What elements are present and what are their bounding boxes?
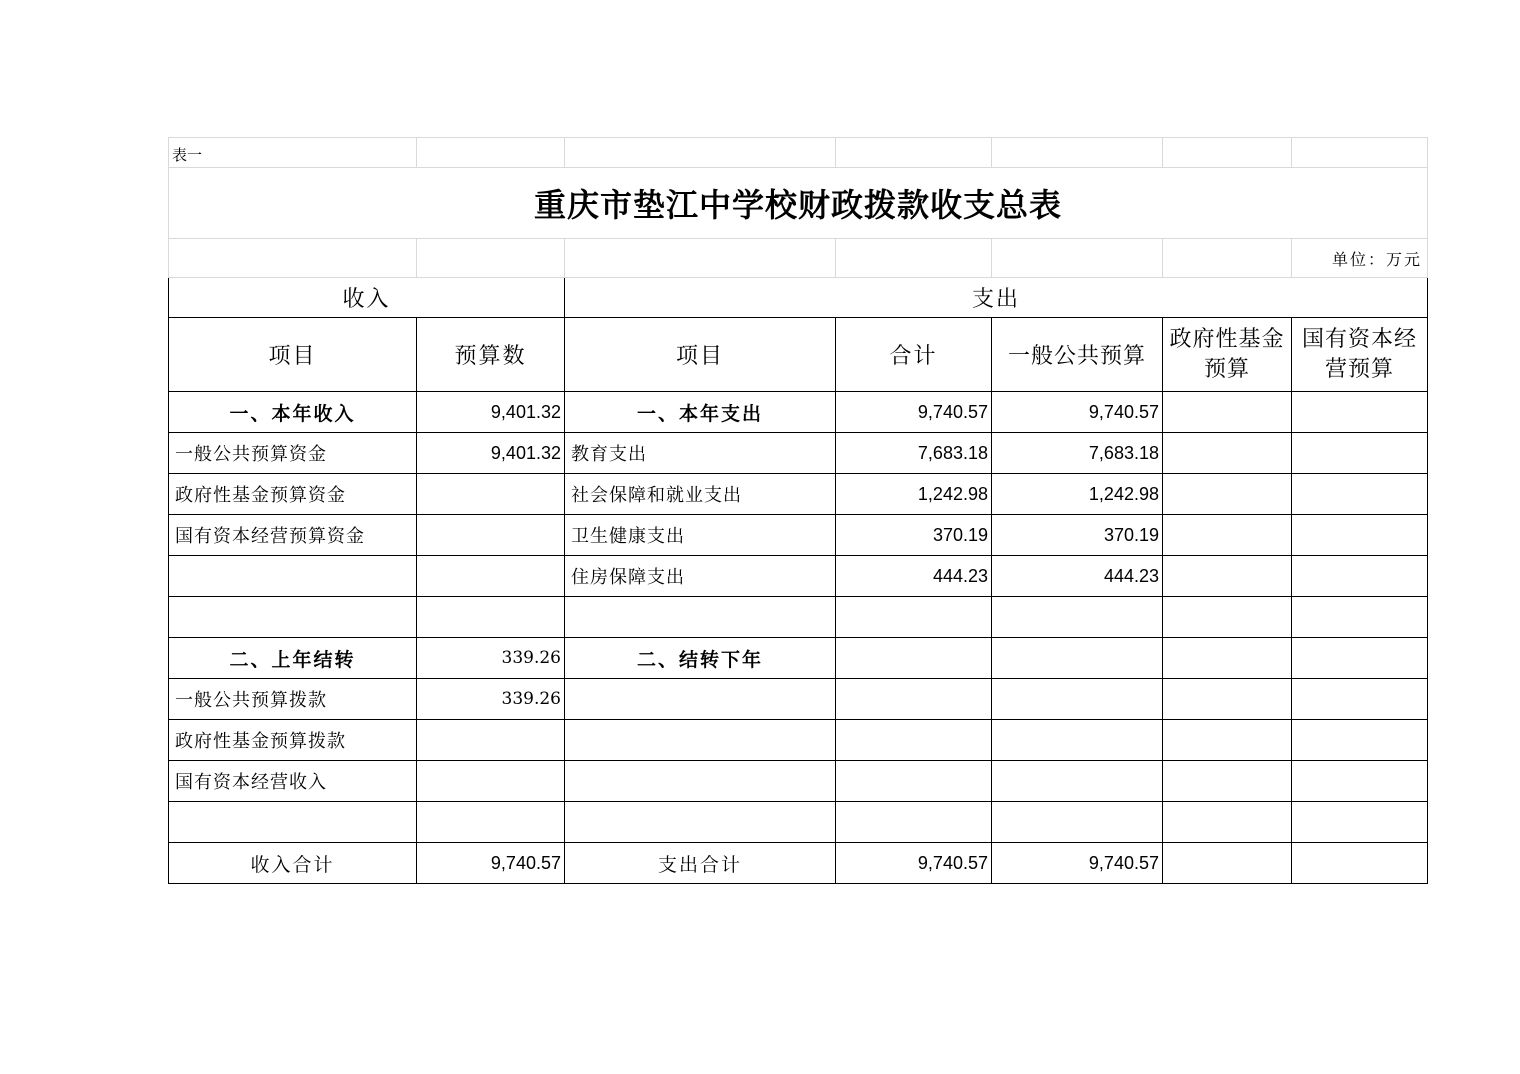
gov-fund-cell [1163, 556, 1292, 597]
income-value-cell [417, 720, 565, 761]
income-item-cell: 二、上年结转 [169, 638, 417, 679]
col-general-budget: 一般公共预算 [992, 318, 1163, 392]
general-budget-cell [992, 638, 1163, 679]
section-header-row [169, 278, 1428, 318]
col-expense-item: 项目 [565, 318, 836, 392]
state-capital-cell [1292, 556, 1428, 597]
income-item-cell: 一般公共预算资金 [169, 433, 417, 474]
income-value-cell [417, 515, 565, 556]
unit-row [169, 239, 1428, 278]
income-item-cell: 收入合计 [169, 843, 417, 884]
expense-item-cell: 住房保障支出 [565, 556, 836, 597]
income-value-cell [417, 802, 565, 843]
table-row [169, 474, 1428, 515]
col-total: 合计 [836, 318, 992, 392]
col-state-capital: 国有资本经营预算 [1292, 318, 1428, 392]
expense-total-cell [836, 761, 992, 802]
state-capital-cell [1292, 679, 1428, 720]
table-number: 表一 [169, 138, 417, 168]
expense-total-cell: 1,242.98 [836, 474, 992, 515]
gov-fund-cell [1163, 597, 1292, 638]
income-item-cell: 国有资本经营预算资金 [169, 515, 417, 556]
table-row [169, 392, 1428, 433]
table-row [169, 556, 1428, 597]
expense-item-cell: 教育支出 [565, 433, 836, 474]
state-capital-cell [1292, 802, 1428, 843]
income-item-cell: 政府性基金预算拨款 [169, 720, 417, 761]
expense-total-cell [836, 802, 992, 843]
gov-fund-cell [1163, 720, 1292, 761]
table-row [169, 802, 1428, 843]
general-budget-cell: 9,740.57 [992, 392, 1163, 433]
col-income-budget: 预算数 [417, 318, 565, 392]
expense-item-cell: 社会保障和就业支出 [565, 474, 836, 515]
expense-item-cell [565, 802, 836, 843]
expense-total-cell [836, 638, 992, 679]
gov-fund-cell [1163, 515, 1292, 556]
expense-item-cell [565, 597, 836, 638]
state-capital-cell [1292, 474, 1428, 515]
general-budget-cell: 7,683.18 [992, 433, 1163, 474]
table-row [169, 638, 1428, 679]
expense-total-cell: 444.23 [836, 556, 992, 597]
state-capital-cell [1292, 720, 1428, 761]
gov-fund-cell [1163, 474, 1292, 515]
data-rows [169, 392, 1428, 884]
state-capital-cell [1292, 433, 1428, 474]
table-row [169, 679, 1428, 720]
table-number-row [169, 138, 1428, 168]
gov-fund-cell [1163, 761, 1292, 802]
col-income-item: 项目 [169, 318, 417, 392]
income-value-cell: 9,401.32 [417, 392, 565, 433]
income-value-cell: 9,740.57 [417, 843, 565, 884]
expense-item-cell: 支出合计 [565, 843, 836, 884]
income-item-cell [169, 597, 417, 638]
table-row [169, 515, 1428, 556]
general-budget-cell [992, 720, 1163, 761]
expense-item-cell: 二、结转下年 [565, 638, 836, 679]
column-header-row [169, 318, 1428, 392]
income-value-cell: 339.26 [417, 638, 565, 679]
income-item-cell: 一般公共预算拨款 [169, 679, 417, 720]
general-budget-cell [992, 761, 1163, 802]
income-item-cell: 政府性基金预算资金 [169, 474, 417, 515]
general-budget-cell [992, 802, 1163, 843]
income-value-cell [417, 597, 565, 638]
state-capital-cell [1292, 392, 1428, 433]
income-header: 收入 [169, 278, 565, 318]
general-budget-cell: 9,740.57 [992, 843, 1163, 884]
gov-fund-cell [1163, 802, 1292, 843]
expense-total-cell: 370.19 [836, 515, 992, 556]
income-item-cell [169, 556, 417, 597]
state-capital-cell [1292, 597, 1428, 638]
income-item-cell [169, 802, 417, 843]
expense-total-cell: 7,683.18 [836, 433, 992, 474]
title-row [169, 168, 1428, 239]
expense-item-cell: 卫生健康支出 [565, 515, 836, 556]
page-title: 重庆市垫江中学校财政拨款收支总表 [169, 168, 1428, 239]
expense-item-cell [565, 679, 836, 720]
income-item-cell: 一、本年收入 [169, 392, 417, 433]
general-budget-cell [992, 679, 1163, 720]
expense-item-cell: 一、本年支出 [565, 392, 836, 433]
col-gov-fund: 政府性基金预算 [1163, 318, 1292, 392]
state-capital-cell [1292, 638, 1428, 679]
income-value-cell [417, 474, 565, 515]
gov-fund-cell [1163, 433, 1292, 474]
general-budget-cell [992, 597, 1163, 638]
income-value-cell [417, 761, 565, 802]
expense-total-cell [836, 679, 992, 720]
state-capital-cell [1292, 761, 1428, 802]
table-row [169, 433, 1428, 474]
expense-total-cell [836, 720, 992, 761]
income-item-cell: 国有资本经营收入 [169, 761, 417, 802]
income-value-cell [417, 556, 565, 597]
general-budget-cell: 444.23 [992, 556, 1163, 597]
expense-total-cell: 9,740.57 [836, 843, 992, 884]
gov-fund-cell [1163, 638, 1292, 679]
general-budget-cell: 1,242.98 [992, 474, 1163, 515]
expense-header: 支出 [565, 278, 1428, 318]
income-value-cell: 339.26 [417, 679, 565, 720]
table-row [169, 720, 1428, 761]
state-capital-cell [1292, 515, 1428, 556]
unit-label: 单位：万元 [1292, 239, 1428, 278]
gov-fund-cell [1163, 392, 1292, 433]
general-budget-cell: 370.19 [992, 515, 1163, 556]
budget-sheet [168, 137, 1427, 884]
income-value-cell: 9,401.32 [417, 433, 565, 474]
table-row [169, 597, 1428, 638]
budget-table [168, 137, 1428, 884]
expense-item-cell [565, 761, 836, 802]
expense-total-cell [836, 597, 992, 638]
table-row [169, 761, 1428, 802]
gov-fund-cell [1163, 679, 1292, 720]
total-row [169, 843, 1428, 884]
expense-item-cell [565, 720, 836, 761]
state-capital-cell [1292, 843, 1428, 884]
expense-total-cell: 9,740.57 [836, 392, 992, 433]
gov-fund-cell [1163, 843, 1292, 884]
